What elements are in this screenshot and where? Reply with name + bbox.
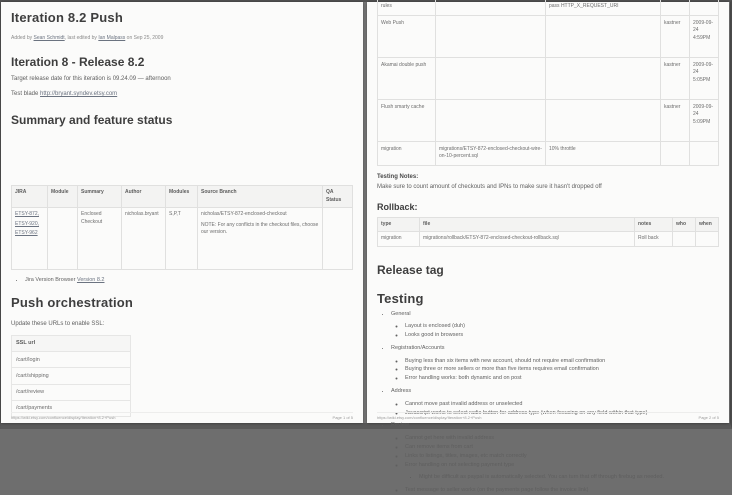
testing-subsublist	[405, 473, 719, 482]
jira-ticket-link[interactable]: ETSY-872,	[15, 211, 44, 219]
testing-item: ◦ Test message to seller works (on the payments page follow the invoice link)	[405, 486, 719, 495]
byline-author-link[interactable]: Sean Schmidt	[34, 35, 65, 41]
page-title: Iteration 8.2 Push	[11, 10, 353, 25]
feature-status-table	[11, 185, 353, 270]
cell-when	[690, 0, 719, 15]
cell-qa-status	[323, 208, 353, 270]
push-orchestration-table	[377, 0, 719, 166]
rollback-table	[377, 217, 719, 247]
push-intro: Update these URLs to enable SSL:	[11, 320, 353, 329]
cell-author: nicholas.bryant	[122, 208, 166, 270]
testing-item: ◦ Looks good in browsers	[405, 331, 719, 340]
cell-source-branch	[198, 208, 323, 270]
ssl-url-table	[11, 335, 131, 417]
testing-group-label: General	[391, 311, 411, 317]
cell-module	[48, 208, 78, 270]
page-2	[367, 2, 729, 423]
ssl-url-cell: /cart/shipping	[12, 368, 131, 384]
source-branch-note: NOTE: For any conflicts in the checkout files, choose our version.	[201, 222, 319, 237]
testing-item: ◦ Cannot get here with invalid address	[405, 434, 719, 443]
push-table-row	[378, 57, 719, 99]
push-table-row	[378, 15, 719, 57]
cell-file	[436, 0, 546, 15]
col-header-modules: Modules	[166, 186, 198, 208]
col-header-author: Author	[122, 186, 166, 208]
cell-step: migration	[378, 141, 436, 165]
testing-group-general	[391, 310, 719, 340]
cell-when: 2009-09-24 5:09PM	[690, 99, 719, 141]
cell-file	[436, 15, 546, 57]
push-table-row	[378, 0, 719, 15]
testing-group-label: Registration/Accounts	[391, 345, 445, 351]
version-browser-item	[25, 276, 353, 285]
footer-page-number: Page 1 of 5	[333, 415, 353, 420]
cell-step: Flush smarty cache	[378, 99, 436, 141]
testing-item-label: Error handling on not selecting payment type	[405, 462, 514, 468]
push-table-row	[378, 99, 719, 141]
testing-group-label: Review	[391, 422, 409, 428]
testing-item: ◦ Links to listings, titles, images, etc match correctly	[405, 452, 719, 461]
summary-heading: Summary and feature status	[11, 113, 353, 127]
cell-notes	[546, 57, 661, 99]
ssl-table-header-row	[12, 335, 131, 351]
cell-jira	[12, 208, 48, 270]
footer-url: https://wiki.etsy.com/confluence/display/Iteration+8.2+Push	[377, 415, 481, 420]
rb-col-header-notes: notes	[635, 217, 673, 232]
page-1-content	[1, 2, 363, 423]
push-orchestration-heading: Push orchestration	[11, 295, 353, 310]
testing-heading: Testing	[377, 291, 719, 306]
footer-page-number: Page 2 of 5	[699, 415, 719, 420]
page-2-footer	[377, 412, 719, 420]
test-blade-line	[11, 90, 353, 99]
cell-file	[436, 99, 546, 141]
cell-notes: 10% throttle	[546, 141, 661, 165]
ssl-table-row	[12, 352, 131, 368]
byline-prefix: Added by	[11, 35, 34, 41]
source-branch-path: nicholas/ETSY-872-enclosed-checkout	[201, 211, 287, 217]
testing-item: ◦ Buying three or more sellers or more than five items requires email confirmation	[405, 365, 719, 374]
testing-list	[377, 310, 719, 495]
byline-editor-link[interactable]: Ian Malpass	[98, 35, 125, 41]
version-link[interactable]: Version 8.2	[77, 277, 105, 283]
col-header-module: Module	[48, 186, 78, 208]
cell-step: Web Push	[378, 15, 436, 57]
cell-summary: Enclosed Checkout	[78, 208, 122, 270]
rb-cell-file: migrations/rollback/ETSY-872-enclosed-checkout-rollback.sql	[420, 232, 635, 247]
version-browser-list	[11, 276, 353, 285]
byline-suffix: on Sep 25, 2009	[125, 35, 163, 41]
col-header-summary: Summary	[78, 186, 122, 208]
cell-step: rules	[378, 0, 436, 15]
ssl-table-row	[12, 384, 131, 400]
testing-group-review	[391, 421, 719, 495]
testing-group-registration	[391, 344, 719, 383]
cell-who: kastner	[661, 99, 690, 141]
jira-ticket-link[interactable]: ETSY-920,	[15, 221, 44, 229]
testing-subitem: ▪ Might be difficult as paypal is automatically selected. You can turn that off through firebug as needed.	[419, 473, 719, 482]
rb-col-header-who: who	[673, 217, 696, 232]
testing-item: ◦ Error handling works: both dynamic and on post	[405, 374, 719, 383]
footer-url: https://wiki.etsy.com/confluence/display/Iteration+8.2+Push	[11, 415, 115, 420]
col-header-jira: JIRA	[12, 186, 48, 208]
testing-item: ◦ Can remove items from cart	[405, 443, 719, 452]
page-2-content	[367, 0, 729, 419]
cell-notes	[546, 99, 661, 141]
rb-cell-when	[696, 232, 719, 247]
rollback-row	[378, 232, 719, 247]
testing-item: ◦ Buying less than six items with new account, should not require email confirmation	[405, 357, 719, 366]
testing-sublist	[391, 434, 719, 495]
test-blade-label: Test blade	[11, 91, 40, 97]
cell-file: migrations/ETSY-872-enclosed-checkout-wire-on-10-percent.sql	[436, 141, 546, 165]
rb-col-header-type: type	[378, 217, 420, 232]
testing-item: ◦ Cannot move past invalid address or unselected	[405, 400, 719, 409]
ssl-url-cell: /cart/review	[12, 384, 131, 400]
col-header-source-branch: Source Branch	[198, 186, 323, 208]
cell-file	[436, 57, 546, 99]
rb-cell-notes: Roll back	[635, 232, 673, 247]
testing-sublist	[391, 322, 719, 340]
testing-item: ◦ Layout is enclosed (duh)	[405, 322, 719, 331]
cell-modules: S,P,T	[166, 208, 198, 270]
rb-col-header-when: when	[696, 217, 719, 232]
ssl-url-header: SSL url	[12, 335, 131, 351]
page-1-footer	[11, 412, 353, 420]
cell-who: kastner	[661, 57, 690, 99]
cell-step: Akamai double push	[378, 57, 436, 99]
version-browser-label: Jira Version Browser	[25, 277, 77, 283]
col-header-qa-status: QA Status	[323, 186, 353, 208]
cell-when: 2009-09-24 4:59PM	[690, 15, 719, 57]
byline	[11, 35, 353, 41]
cell-notes	[546, 15, 661, 57]
rb-cell-type: migration	[378, 232, 420, 247]
cell-notes: pass HTTP_X_REQUEST_URI	[546, 0, 661, 15]
testing-sublist	[391, 357, 719, 383]
ssl-table-row	[12, 368, 131, 384]
release-heading: Iteration 8 - Release 8.2	[11, 55, 353, 69]
rollback-heading: Rollback:	[377, 202, 719, 212]
release-date-line: Target release date for this iteration is 09.24.09 — afternoon	[11, 75, 353, 84]
jira-ticket-link[interactable]: ETSY-962	[15, 230, 44, 238]
testing-item	[405, 461, 719, 483]
rollback-header-row	[378, 217, 719, 232]
feature-table-row	[12, 208, 353, 270]
ssl-url-cell: /cart/payments	[12, 400, 131, 416]
cell-when: 2009-09-24 5:05PM	[690, 57, 719, 99]
test-blade-link[interactable]: http://bryant.syndev.etsy.com	[40, 91, 117, 97]
testing-notes-text: Make sure to count amount of checkouts and IPNs to make sure it hasn't dropped off	[377, 183, 719, 192]
testing-item: ◦ Javascript works to select radio button for address type (when focusing on any field within that type)	[405, 409, 719, 418]
cell-who	[661, 141, 690, 165]
cell-who	[661, 0, 690, 15]
cell-who: kastner	[661, 15, 690, 57]
ssl-url-cell: /cart/login	[12, 352, 131, 368]
feature-table-header-row	[12, 186, 353, 208]
testing-notes-label: Testing Notes:	[377, 174, 719, 180]
release-tag-heading: Release tag	[377, 263, 719, 277]
rb-col-header-file: file	[420, 217, 635, 232]
testing-group-label: Address	[391, 388, 411, 394]
byline-mid: , last edited by	[65, 35, 99, 41]
pages-container	[1, 2, 730, 423]
push-table-row	[378, 141, 719, 165]
rb-cell-who	[673, 232, 696, 247]
cell-when	[690, 141, 719, 165]
page-1	[1, 2, 363, 423]
